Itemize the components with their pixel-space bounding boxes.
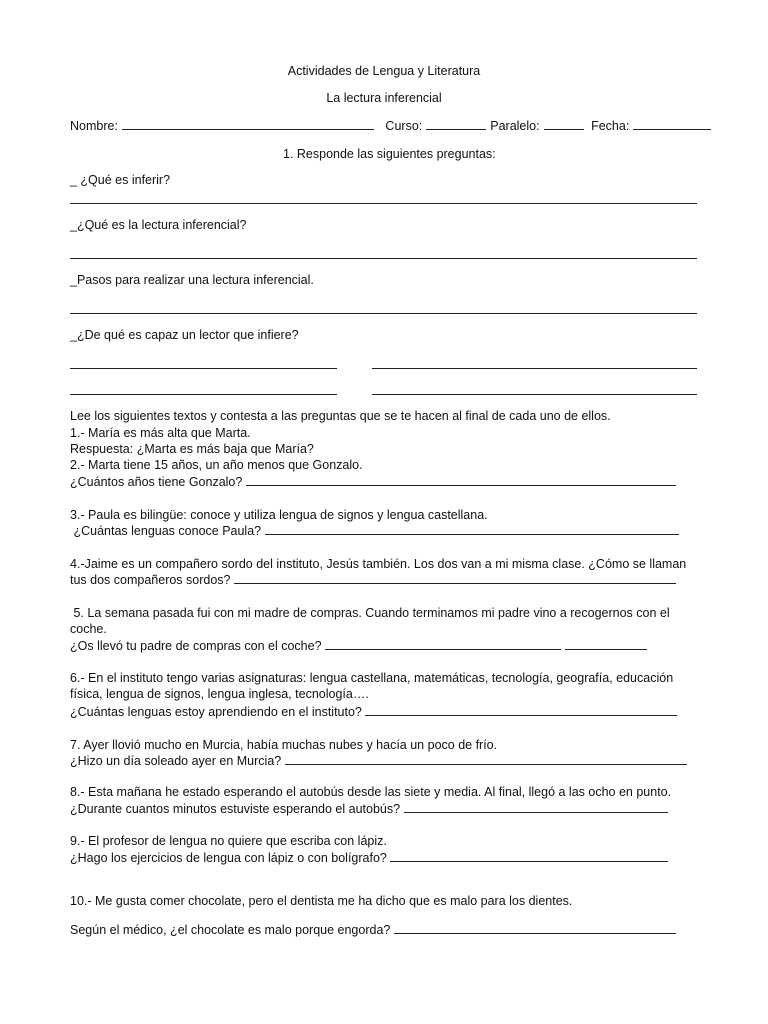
exercise-5-text-2: coche. <box>70 622 107 636</box>
exercise-10-text: 10.- Me gusta comer chocolate, pero el dentista me ha dicho que es malo para los dientes. <box>70 894 573 908</box>
exercise-5-text-1-content: 5. La semana pasada fui con mi madre de compras. Cuando terminamos mi padre vino a recogernos con el <box>73 606 670 620</box>
exercise-8-text: 8.- Esta mañana he estado esperando el autobús desde las siete y media. Al final, llegó a las ocho en punto. <box>70 785 672 799</box>
exercise-4-question-row <box>70 572 676 588</box>
exercise-2-answer-field[interactable] <box>246 474 676 486</box>
exercise-2-question-row <box>70 474 676 490</box>
exercise-4-answer-field[interactable] <box>234 572 676 584</box>
question-lectura-inferencial: _¿Qué es la lectura inferencial? <box>70 218 247 232</box>
exercise-3-question: ¿Cuántas lenguas conoce Paula? <box>73 524 262 538</box>
nombre-field[interactable] <box>122 118 374 130</box>
exercise-10-answer-field[interactable] <box>394 922 676 934</box>
curso-label: Curso: <box>385 119 423 133</box>
exercise-6-question-row <box>70 704 677 720</box>
exercise-9-question-row <box>70 850 668 866</box>
exercise-4-text: 4.-Jaime es un compañero sordo del instituto, Jesús también. Los dos van a mi misma clase. ¿Cómo se llaman <box>70 557 687 571</box>
exercise-5-answer-field-1[interactable] <box>325 638 561 650</box>
exercise-7-text: 7. Ayer llovió mucho en Murcia, había muchas nubes y hacía un poco de frío. <box>70 738 498 752</box>
question-lector: _¿De qué es capaz un lector que infiere? <box>70 328 299 342</box>
instruction-1: 1. Responde las siguientes preguntas: <box>283 147 496 161</box>
answer-line-inferir[interactable] <box>70 203 697 204</box>
curso-field[interactable] <box>426 118 486 130</box>
exercise-1-answer: Respuesta: ¿Marta es más baja que María? <box>70 442 314 456</box>
exercise-2-text: 2.- Marta tiene 15 años, un año menos que Gonzalo. <box>70 458 363 472</box>
exercise-7-question-row <box>70 753 687 769</box>
answer-line-lectura-inferencial[interactable] <box>70 258 697 259</box>
exercise-8-answer-field[interactable] <box>404 801 668 813</box>
paralelo-label: Paralelo: <box>490 119 540 133</box>
exercise-5-question-row <box>70 638 647 654</box>
exercise-9-text: 9.- El profesor de lengua no quiere que escriba con lápiz. <box>70 834 387 848</box>
exercise-5-question: ¿Os llevó tu padre de compras con el coche? <box>70 639 322 653</box>
question-inferir: _ ¿Qué es inferir? <box>70 173 171 187</box>
fecha-label: Fecha: <box>591 119 630 133</box>
answer-line-lector-4[interactable] <box>372 394 697 395</box>
exercise-10-question: Según el médico, ¿el chocolate es malo porque engorda? <box>70 923 391 937</box>
exercise-7-answer-field[interactable] <box>285 753 687 765</box>
exercise-3-text: 3.- Paula es bilingüe: conoce y utiliza lengua de signos y lengua castellana. <box>70 508 488 522</box>
exercise-5-text-1 <box>70 605 670 621</box>
answer-line-lector-1[interactable] <box>70 368 337 369</box>
exercise-1-text: 1.- María es más alta que Marta. <box>70 426 251 440</box>
exercise-8-question-row <box>70 801 668 817</box>
exercise-5-answer-field-2[interactable] <box>565 638 647 650</box>
exercise-9-question: ¿Hago los ejercicios de lengua con lápiz o con bolígrafo? <box>70 851 387 865</box>
page-subtitle: La lectura inferencial <box>326 91 442 105</box>
answer-line-lector-3[interactable] <box>70 394 337 395</box>
nombre-label: Nombre: <box>70 119 118 133</box>
page-title: Actividades de Lengua y Literatura <box>287 64 481 78</box>
student-info-row <box>70 118 715 134</box>
exercise-6-text-2: física, lengua de signos, lengua inglesa, tecnología…. <box>70 687 369 701</box>
exercise-6-question: ¿Cuántas lenguas estoy aprendiendo en el instituto? <box>70 705 362 719</box>
answer-line-lector-2[interactable] <box>372 368 697 369</box>
exercise-3-answer-field[interactable] <box>265 523 679 535</box>
exercise-9-answer-field[interactable] <box>390 850 668 862</box>
exercise-8-question: ¿Durante cuantos minutos estuviste esperando el autobús? <box>70 802 401 816</box>
section2-intro: Lee los siguientes textos y contesta a las preguntas que se te hacen al final de cada uno de ellos. <box>70 409 611 423</box>
answer-line-pasos[interactable] <box>70 313 697 314</box>
exercise-7-question: ¿Hizo un día soleado ayer en Murcia? <box>70 754 282 768</box>
exercise-4-question: tus dos compañeros sordos? <box>70 573 231 587</box>
exercise-2-question: ¿Cuántos años tiene Gonzalo? <box>70 475 243 489</box>
exercise-6-text-1: 6.- En el instituto tengo varias asignaturas: lengua castellana, matemáticas, tecnología, geografía, educación <box>70 671 674 685</box>
paralelo-field[interactable] <box>544 118 584 130</box>
fecha-field[interactable] <box>633 118 711 130</box>
question-pasos: _Pasos para realizar una lectura inferencial. <box>70 273 314 287</box>
exercise-3-question-row <box>70 523 679 539</box>
exercise-6-answer-field[interactable] <box>365 704 677 716</box>
exercise-10-question-row <box>70 922 676 938</box>
